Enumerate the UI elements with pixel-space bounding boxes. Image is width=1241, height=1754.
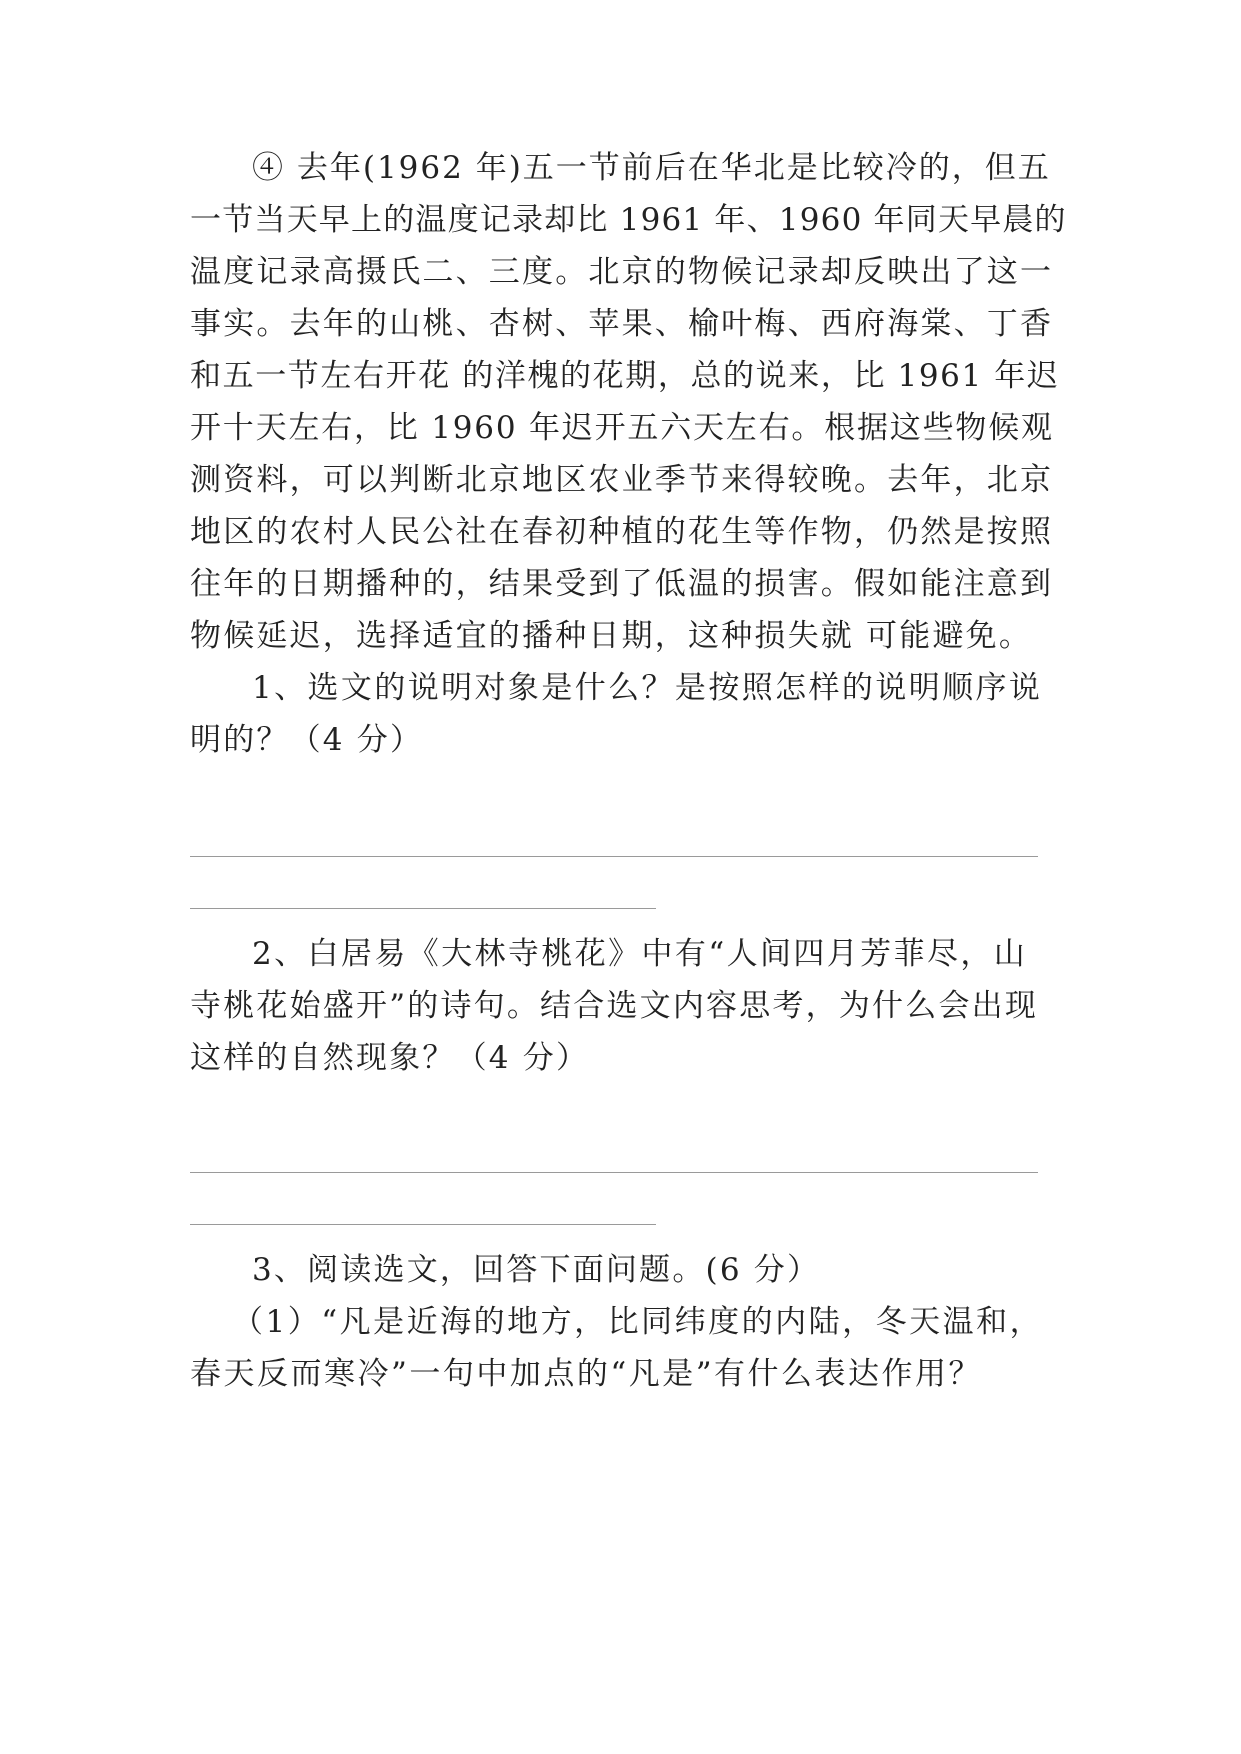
answer-line[interactable] [190,856,1038,857]
question-3-sub-1-line-2: 春天反而寒冷”一句中加点的“凡是”有什么表达作用？ [190,1356,983,1392]
question-2-line-2: 寺桃花始盛开”的诗句。结合选文内容思考，为什么会出现 [190,988,1039,1024]
paragraph-4-line-10: 物候延迟，选择适宜的播种日期，这种损失就 可能避免。 [190,618,1033,654]
answer-line[interactable] [190,1172,1038,1173]
paragraph-4-line-6: 开十天左右，比 1960 年迟开五六天左右。根据这些物候观 [190,410,1054,446]
question-2-line-1: 2、白居易《大林寺桃花》中有“人间四月芳菲尽，山 [252,936,1028,972]
question-1-line-1: 1、选文的说明对象是什么？是按照怎样的说明顺序说 [252,670,1043,706]
answer-line[interactable] [190,1224,656,1225]
answer-line[interactable] [190,908,656,909]
paragraph-4-line-9: 往年的日期播种的，结果受到了低温的损害。假如能注意到 [190,566,1054,602]
question-2-line-3: 这样的自然现象？（4 分） [190,1040,590,1076]
question-3-sub-1-line-1: （1）“凡是近海的地方，比同纬度的内陆，冬天温和， [232,1304,1044,1340]
paragraph-4-line-2: 一节当天早上的温度记录却比 1961 年、1960 年同天早晨的 [190,202,1067,238]
paragraph-4-line-5: 和五一节左右开花 的洋槐的花期，总的说来，比 1961 年迟 [190,358,1060,394]
paragraph-4-line-1: ④ 去年(1962 年)五一节前后在华北是比较冷的，但五 [252,150,1051,186]
paragraph-4-line-8: 地区的农村人民公社在春初种植的花生等作物，仍然是按照 [190,514,1054,550]
question-3-line: 3、阅读选文，回答下面问题。(6 分） [252,1252,821,1288]
paragraph-4-line-4: 事实。去年的山桃、杏树、苹果、榆叶梅、西府海棠、丁香 [190,306,1054,342]
paragraph-4-line-3: 温度记录高摄氏二、三度。北京的物候记录却反映出了这一 [190,254,1054,290]
paragraph-4-line-7: 测资料，可以判断北京地区农业季节来得较晚。去年，北京 [190,462,1054,498]
question-1-line-2: 明的？（4 分） [190,722,424,758]
